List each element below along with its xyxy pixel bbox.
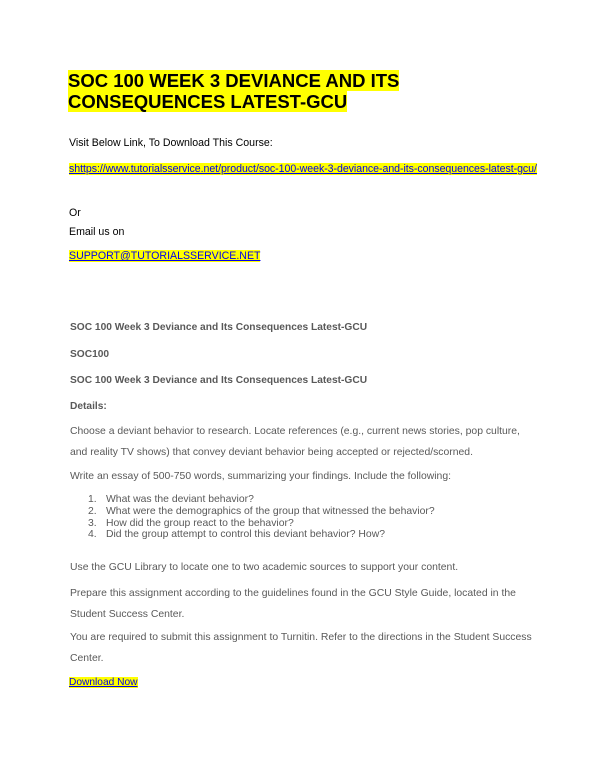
- list-item-number: 2.: [88, 505, 97, 517]
- support-email-link[interactable]: SUPPORT@TUTORIALSSERVICE.NET: [69, 250, 261, 262]
- course-heading-repeat: SOC 100 Week 3 Deviance and Its Consequences Latest-GCU: [70, 375, 368, 386]
- paragraph-write-essay: Write an essay of 500-750 words, summarizing your findings. Include the following:: [70, 471, 451, 482]
- list-item-text: How did the group react to the behavior?: [106, 517, 294, 529]
- or-text: Or: [69, 207, 81, 219]
- list-item: [70, 518, 435, 530]
- course-heading: SOC 100 Week 3 Deviance and Its Consequences Latest-GCU: [70, 322, 368, 333]
- list-item-number: 3.: [88, 517, 97, 529]
- paragraph-library: Use the GCU Library to locate one to two academic sources to support your content.: [70, 562, 459, 573]
- paragraph-choose-behavior: Choose a deviant behavior to research. Locate references (e.g., current news stories, pop culture, and reality TV shows) that convey deviant behavior being accepted or rejected/scorned.: [70, 426, 520, 458]
- download-line: [69, 677, 138, 688]
- list-item-text: What was the deviant behavior?: [106, 494, 254, 505]
- download-now-link[interactable]: Download Now: [69, 677, 138, 688]
- course-link[interactable]: shttps://www.tutorialsservice.net/product/soc-100-week-3-deviance-and-its-consequences-latest-gcu/: [69, 163, 537, 175]
- list-item: [70, 506, 435, 518]
- support-email-line: [69, 250, 260, 262]
- list-item: [70, 529, 435, 541]
- course-code: SOC100: [70, 349, 110, 360]
- course-link-line: [69, 163, 537, 175]
- list-item-text: Did the group attempt to control this deviant behavior? How?: [106, 529, 385, 541]
- visit-instruction: Visit Below Link, To Download This Course:: [69, 137, 273, 149]
- paragraph-prepare: Prepare this assignment according to the guidelines found in the GCU Style Guide, located in the Student Success Center.: [70, 588, 516, 620]
- email-label: Email us on: [69, 226, 125, 238]
- page-title-text: SOC 100 WEEK 3 DEVIANCE AND ITS CONSEQUENCES LATEST-GCU: [68, 70, 400, 112]
- requirements-list: [70, 494, 435, 541]
- details-label: Details:: [70, 401, 107, 412]
- list-item: [70, 494, 435, 506]
- page-title: [68, 70, 538, 112]
- list-item-number: 1.: [88, 494, 97, 505]
- list-item-number: 4.: [88, 529, 97, 541]
- list-item-text: What were the demographics of the group that witnessed the behavior?: [106, 505, 435, 517]
- paragraph-submit: You are required to submit this assignment to Turnitin. Refer to the directions in the Student Success Center.: [70, 632, 532, 664]
